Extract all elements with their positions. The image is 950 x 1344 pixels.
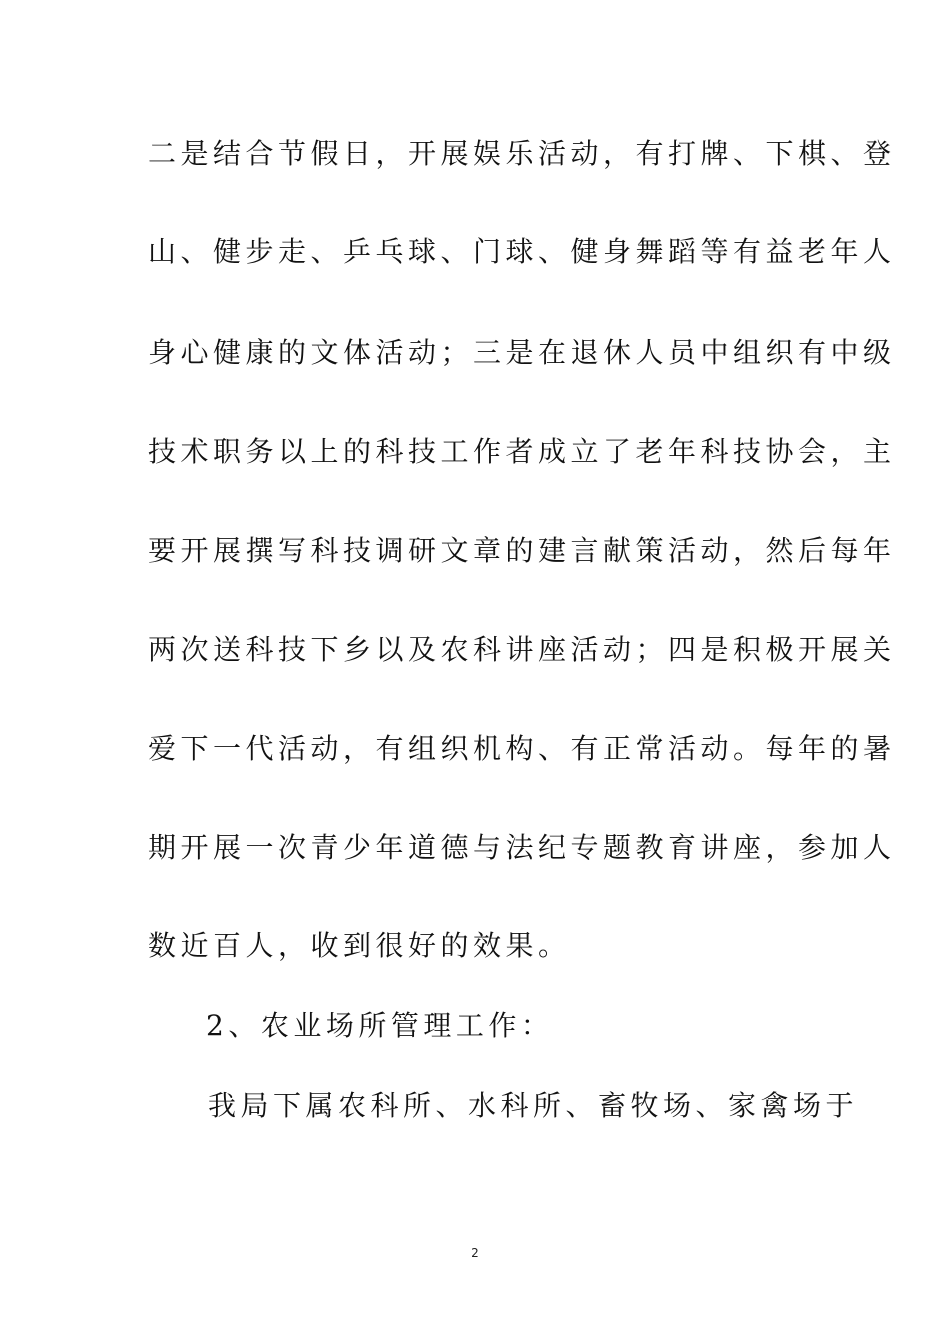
- body-text-line-5: 要开展撰写科技调研文章的建言献策活动，然后每年: [148, 534, 896, 567]
- body-text-line-2: 山、健步走、乒乓球、门球、健身舞蹈等有益老年人: [148, 235, 896, 268]
- body-text-line-7: 爱下一代活动，有组织机构、有正常活动。每年的暑: [148, 732, 896, 765]
- section-heading: 2、农业场所管理工作：: [206, 1009, 554, 1042]
- body-text-line-6: 两次送科技下乡以及农科讲座活动；四是积极开展关: [148, 633, 896, 666]
- body-text-line-1: 二是结合节假日，开展娱乐活动，有打牌、下棋、登: [148, 137, 896, 170]
- paragraph-start-line: 我局下属农科所、水科所、畜牧场、家禽场于: [208, 1089, 859, 1122]
- body-text-line-3: 身心健康的文体活动；三是在退休人员中组织有中级: [148, 336, 896, 369]
- body-text-line-4: 技术职务以上的科技工作者成立了老年科技协会，主: [148, 435, 896, 468]
- body-text-line-8: 期开展一次青少年道德与法纪专题教育讲座，参加人: [148, 831, 896, 864]
- body-text-line-9: 数近百人，收到很好的效果。: [148, 929, 571, 962]
- page-number: 2: [471, 1246, 479, 1260]
